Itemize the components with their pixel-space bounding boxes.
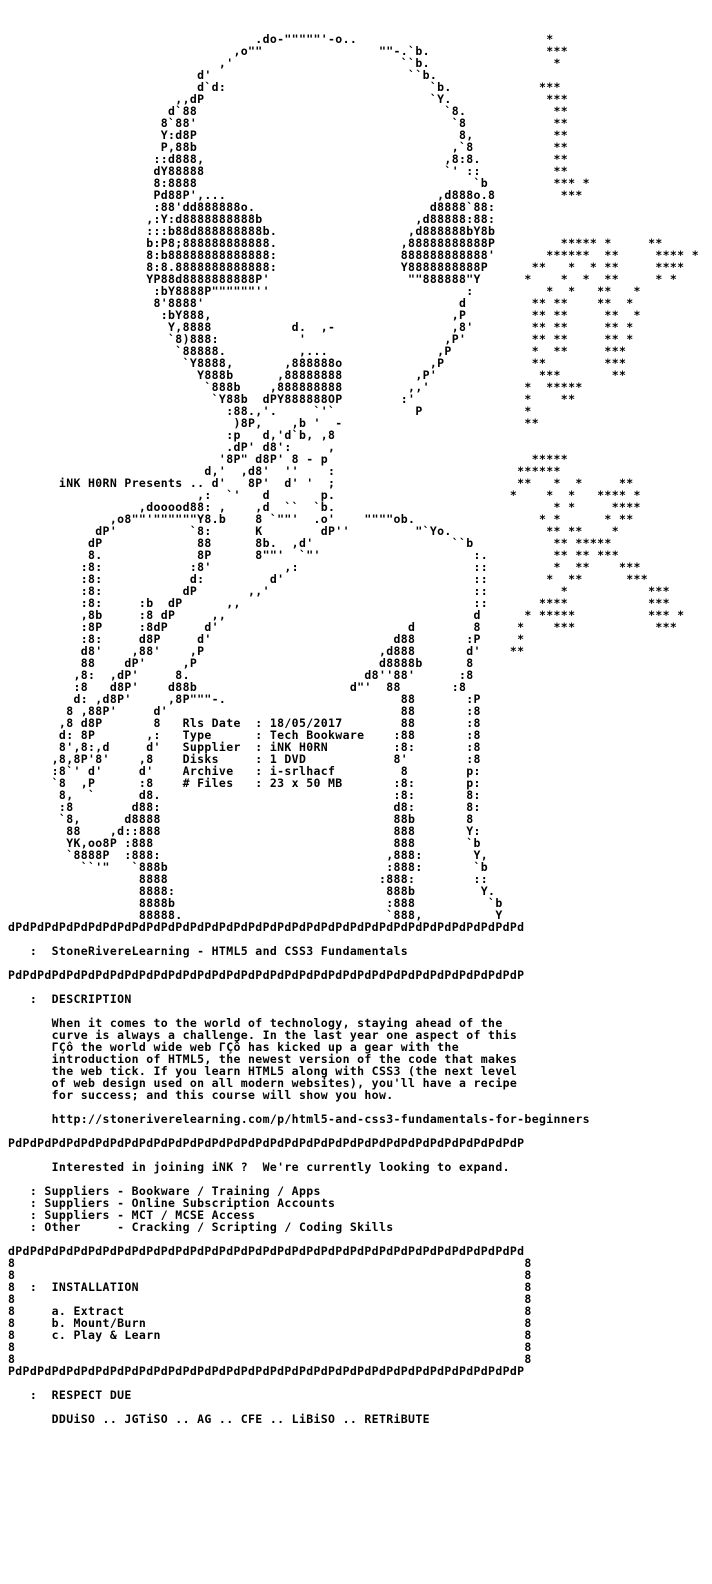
respect-groups: DDUiSO .. JGTiSO .. AG .. CFE .. LiBiSO .. RETRiBUTE [8, 1412, 430, 1426]
divider-release: PdPdPdPdPdPdPdPdPdPdPdPdPdPdPdPdPdPdPdPdPdPdPdPdPdPdPdPdPdPdPdPdPdPdPdP [8, 968, 525, 982]
description-heading: : DESCRIPTION [8, 992, 132, 1006]
recruit-intro: Interested in joining iNK ? We're currently looking to expand. [8, 1160, 510, 1174]
description-body: When it comes to the world of technology, staying ahead of the curve is always a challenge. In the last year one aspect of this ΓÇô the world wide web ΓÇô has kicked up a gear with the introduction of HTML5, the newest version of the code that makes the web tick. If you learn HTML5 along with CSS3 (the next level of web design used on all modern websites), you'll have a recipe for success; and this course will show you how. [51, 1016, 518, 1102]
install-frame-top: dPdPdPdPdPdPdPdPdPdPdPdPdPdPdPdPdPdPdPdPdPdPdPdPdPdPdPdPdPdPdPdPdPdPdPd [8, 1244, 525, 1258]
ascii-art-header: .do-"""""'-o.. * ,o"" ""-.`b. *** ,' ``b. * d' ``b. d`d: `b. *** ,,dP `Y. *** d`88 `8. ** 8`88' `8 ** Y:d8P 8, ** P,88b ,`8 ** ::d888, ,8:8. ** dY88888 `' :: ** 8:8888 `b *** * Pd88P',... ,d888o.8 *** :88'dd888888o. d8888`88: ,:Y:d8888888888b ,d88888:88: :::b88d888888888b. ,d888888bY8b b:P8;888888888888. ,88888888888P ***** * ** 8:b88888888888888: 888888888888' ****** ** **** * 8:8.8888888888888: Y8888888888P ** * * ** **** YP88d8888888888P' ""888888"Y * * * ** * * :bY8888P""""""'' : * * ** * 8'8888' d ** ** ** * :bY888, ,P ** ** ** * Y,8888 d. ,- ,8' ** ** ** * `8)888: ' ,P' ** ** ** * `88888. ,... ,P * ** *** `Y8888, ,888888o ,P ** *** Y888b ,88888888 ,P' *** ** `888b ,888888888 ,,' * ***** `Y88b dPY888888OP :' * ** :88.,'. `'` P * )8P, ,b ' - ** :p d,'d`b, ,8 .dP' d8': , '8P" d8P' 8 - p ***** d,' ,d8' '' : ****** iNK H0RN Presents .. d' 8P' d' ' ; ** * * ** ,: `' d p. * * * **** * ,dooood88: , ,d `` `b. * * **** ,o8""'""""""Y8.b 8 `""' .o' """"ob. * * * ** dP' `8: K dP'' "`Yo. ** ** * dP 88 8b. ,d' ``b ** ***** 8. 8P 8""' `"' :. ** ** *** :8: :8' ,: :: * ** *** :8: d: d' :: * ** *** :8: dP ,,' :: * *** :8: :b dP ,, :: **** *** ,8b :8 dP ,, d * ***** *** * :8P :8dP d' d 8 * *** *** :8: d8P d' d88 :P * d8' ,88' ,P ,d888 d' ** 88 dP' ,P d8888b 8 ,8: ,dP' 8. d8''88' :8 :8 d8P' d88b d"' 88 :8 d: ,d8P' ,8P"""-. 88 :P 8 ,88P' d' 88 :8 ,8 d8P 8 Rls Date : 18/05/2017 88 :8 d: 8P ,: Type : Tech Bookware :88 :8 8',8:,d d' Supplier : iNK H0RN :8: :8 ,8,8P'8' ,8 Disks : 1 DVD 8' :8 :8`' d' d' Archive : i-srlhacf 8 p: `8 ,P :8 # Files : 23 x 50 MB :8: p: 8, ` d8. :8: 8: :8 d88: d8: 8: `8, d8888 88b 8 88 ,d::888 888 Y: YK,oo8P :888 888 `b `8888P :888: ,888: Y, ``'" `888b :888: `b 8888 :888: :: 8888: 888b Y. 8888b :888 `b 88888. `888, Y [51, 32, 699, 922]
respect-heading: : RESPECT DUE [8, 1388, 132, 1402]
install-frame-bottom: PdPdPdPdPdPdPdPdPdPdPdPdPdPdPdPdPdPdPdPdPdPdPdPdPdPdPdPdPdPdPdPdPdPdPdP [8, 1364, 525, 1378]
recruit-list: : Suppliers - Bookware / Training / Apps : Suppliers - Online Subscription Accounts : Suppliers - MCT / MCSE Access : Other - Cracking / Scripting / Coding Skills [29, 1184, 394, 1234]
release-title: : StoneRivereLearning - HTML5 and CSS3 Fundamentals [8, 944, 409, 958]
nfo-document [8, 33, 699, 1425]
install-box: 8 8 8 8 8 : INSTALLATION 8 8 8 8 a. Extract 8 8 b. Mount/Burn 8 8 c. Play & Learn 8 8 8 8 8 [8, 1256, 532, 1366]
description-url: http://stoneriverelearning.com/p/html5-and-css3-fundamentals-for-beginners [8, 1112, 590, 1126]
divider-top: dPdPdPdPdPdPdPdPdPdPdPdPdPdPdPdPdPdPdPdPdPdPdPdPdPdPdPdPdPdPdPdPdPdPdPd [8, 920, 525, 934]
divider-description: PdPdPdPdPdPdPdPdPdPdPdPdPdPdPdPdPdPdPdPdPdPdPdPdPdPdPdPdPdPdPdPdPdPdPdP [8, 1136, 525, 1150]
